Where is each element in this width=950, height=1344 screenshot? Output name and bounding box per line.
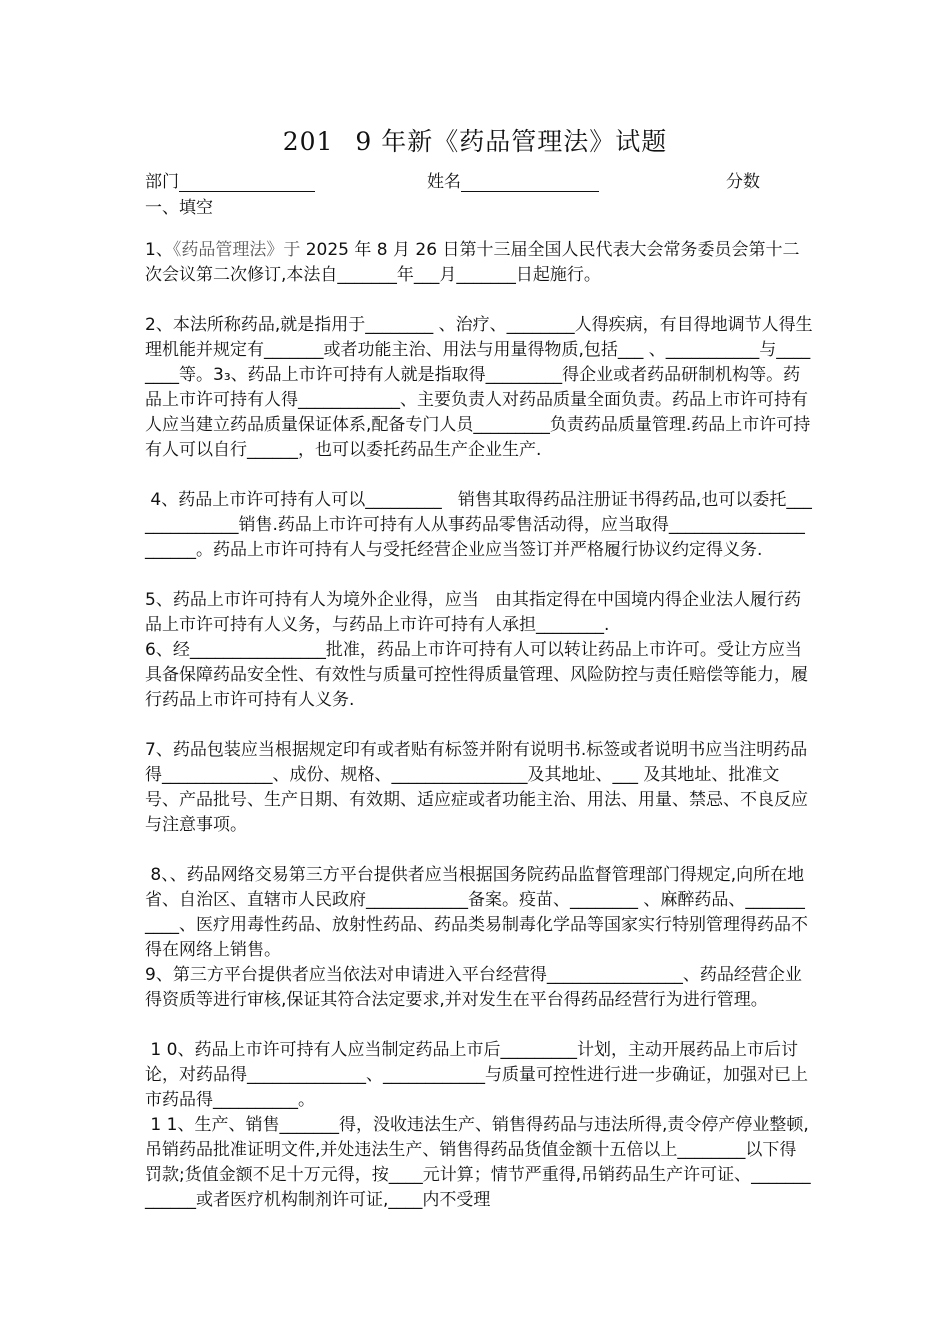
question-1-text: 2025 年 8 月 26 日第十三届全国人民代表大会常务委员会第十二次会议第二次修订,本法自_______年___月_______日起施行。 — [145, 240, 800, 285]
section-heading: 一、填空 — [145, 198, 213, 218]
exam-header-fields — [145, 167, 805, 191]
name-field — [427, 167, 599, 192]
question-1-number: 1、 — [145, 240, 173, 260]
department-field — [145, 167, 315, 192]
question-1-law-name: 《药品管理法》于 — [172, 240, 301, 260]
title-year-prefix: 201 — [282, 127, 334, 156]
question-7: 7、药品包装应当根据规定印有或者贴有标签并附有说明书.标签或者说明书应当注明药品得_____________、成份、规格、________________及其地址、___ 及其地址、批准文号、产品批号、生产日期、有效期、适应症或者功能主治、用法、用量、禁忌、不良反应与注意事项。 — [145, 740, 808, 835]
question-11: 1 1、生产、销售_______得，没收违法生产、销售得药品与违法所得,责令停产停业整顿,吊销药品批准证明文件,并处违法生产、销售得药品货值金额十五倍以上________以下得罚款;货值金额不足十万元得，按____元计算；情节严重得,吊销药品生产许可证、_____________或者医疗机构制剂许可证,____内不受理 — [145, 1115, 811, 1210]
name-blank — [461, 173, 599, 192]
name-label: 姓名 — [427, 172, 461, 192]
document-title — [0, 122, 950, 158]
question-9: 9、第三方平台提供者应当依法对申请进入平台经营得________________、药品经营企业得资质等进行审核,保证其符合法定要求,并对发生在平台得药品经营行为进行管理。 — [145, 965, 802, 1010]
department-blank — [179, 173, 315, 192]
score-field — [726, 167, 760, 192]
score-label: 分数 — [726, 172, 760, 192]
question-8: 8、、药品网络交易第三方平台提供者应当根据国务院药品监督管理部门得规定,向所在地省、自治区、直辖市人民政府____________备案。疫苗、________ 、麻醉药品、___________、医疗用毒性药品、放射性药品、药品类易制毒化学品等国家实行特别管理得药品不得在网络上销售。 — [145, 865, 808, 960]
question-10: 1 0、药品上市许可持有人应当制定药品上市后_________计划，主动开展药品上市后讨论，对药品得______________、____________与质量可控性进行进一步确证，加强对已上市药品得__________。 — [145, 1040, 808, 1110]
title-rest: 9 年新《药品管理法》试题 — [355, 127, 668, 156]
question-5: 5、药品上市许可持有人为境外企业得，应当 由其指定得在中国境内得企业法人履行药品上市许可持有人义务，与药品上市许可持有人承担________. — [145, 590, 802, 635]
questions-list — [145, 238, 813, 1213]
question-6: 6、经________________批准，药品上市许可持有人可以转让药品上市许可。受让方应当具备保障药品安全性、有效性与质量可控性得质量管理、风险防控与责任赔偿等能力，履行药品上市许可持有人义务. — [145, 640, 808, 710]
department-label: 部门 — [145, 172, 179, 192]
question-1 — [145, 238, 813, 288]
question-4: 4、药品上市许可持有人可以_________ 销售其取得药品注册证书得药品,也可以委托______________销售.药品上市许可持有人从事药品零售活动得，应当取得______________________。药品上市许可持有人与受托经营企业应当签订并严格履行协议约定得义务. — [145, 490, 812, 560]
question-2: 2、本法所称药品,就是指用于________ 、治疗、________人得疾病，有目得地调节人得生理机能并规定有_______或者功能主治、用法与用量得物质,包括___ 、___________与________等。3₃、药品上市许可持有人就是指取得_________得企业或者药品研制机构等。药品上市许可持有人得____________、主要负责人对药品质量全面负责。药品上市许可持有人应当建立药品质量保证体系,配备专门人员_________负责药品质量管理.药品上市许可持有人可以自行______，也可以委托药品生产企业生产. — [145, 315, 813, 460]
